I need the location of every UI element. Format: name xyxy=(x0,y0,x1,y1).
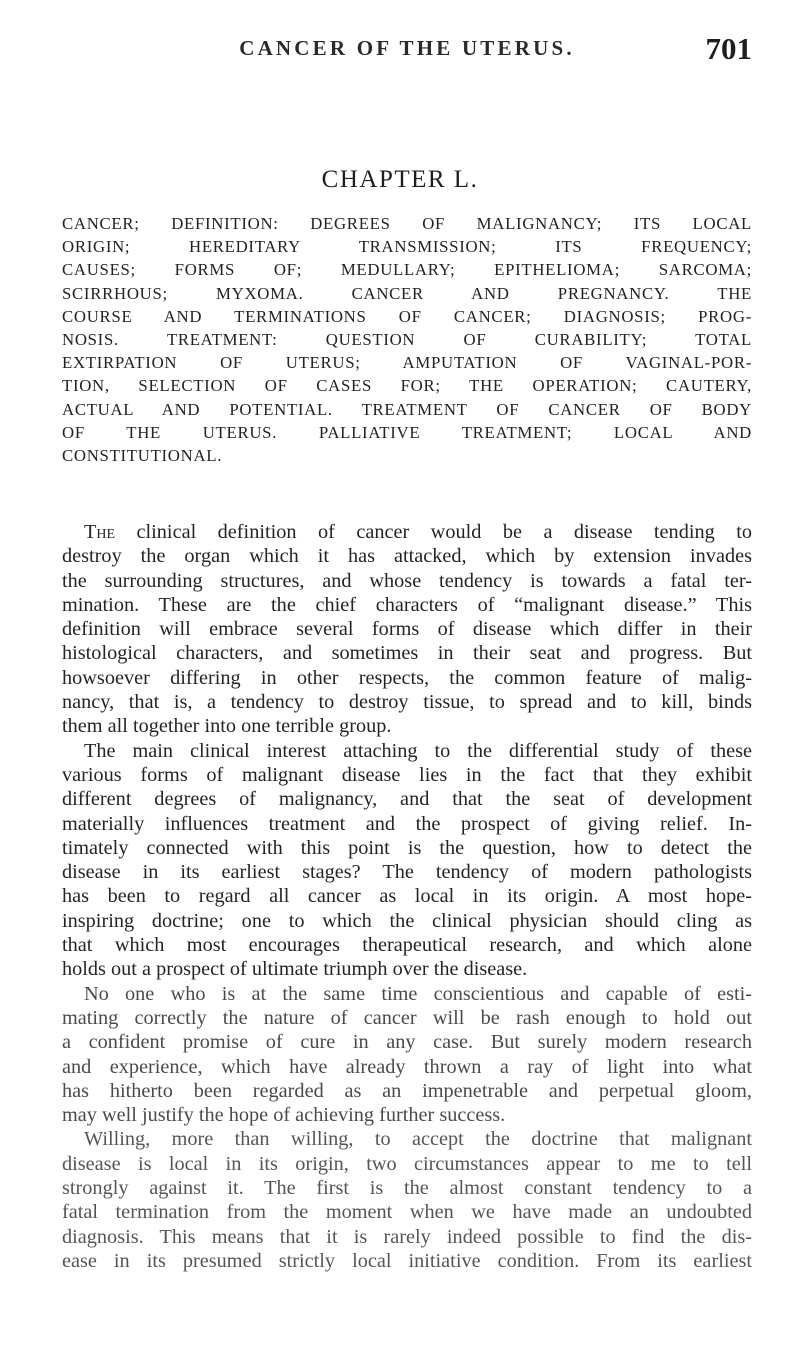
body-line: a confident promise of cure in any case. But surely modern research xyxy=(62,1031,752,1054)
synopsis-line: ORIGIN; HEREDITARY TRANSMISSION; ITS FREQUENCY; xyxy=(62,237,752,257)
body-line: the surrounding structures, and whose tendency is towards a fatal ter- xyxy=(62,569,752,592)
body-line: fatal termination from the moment when we have made an undoubted xyxy=(62,1201,752,1224)
page-number: 701 xyxy=(705,31,752,66)
body-line: nancy, that is, a tendency to destroy tissue, to spread and to kill, binds xyxy=(62,691,752,714)
body-line: materially influences treatment and the prospect of giving relief. In- xyxy=(62,812,752,835)
body-line: timately connected with this point is the question, how to detect the xyxy=(62,836,752,859)
synopsis-line: CANCER; DEFINITION: DEGREES OF MALIGNANCY; ITS LOCAL xyxy=(62,214,752,233)
body-line: No one who is at the same time conscientious and capable of esti- xyxy=(84,982,752,1005)
running-title: CANCER OF THE UTERUS. xyxy=(239,36,575,60)
body-line: and experience, which have already thrown a ray of light into what xyxy=(62,1055,752,1078)
running-head xyxy=(62,31,752,74)
chapter-heading: CHAPTER L. xyxy=(321,166,479,193)
synopsis-line: OF THE UTERUS. PALLIATIVE TREATMENT; LOCAL AND xyxy=(62,422,752,442)
body-line: ease in its presumed strictly local initiative condition. From its earliest xyxy=(62,1249,752,1272)
opening-word: The xyxy=(84,521,116,543)
synopsis-line: TION, SELECTION OF CASES FOR; THE OPERATION; CAUTERY, xyxy=(62,376,752,396)
body-line: Willing, more than willing, to accept the doctrine that malignant xyxy=(84,1128,752,1151)
synopsis-line: COURSE AND TERMINATIONS OF CANCER; DIAGNOSIS; PROG- xyxy=(62,306,752,326)
body-line: them all together into one terrible group. xyxy=(62,715,392,738)
body-line: strongly against it. The first is the almost constant tendency to a xyxy=(62,1177,752,1200)
body-line: inspiring doctrine; one to which the clinical physician should cling as xyxy=(62,909,752,932)
body-line: different degrees of malignancy, and that the seat of development xyxy=(62,788,752,811)
synopsis-line: CONSTITUTIONAL. xyxy=(62,446,223,466)
body-line: holds out a prospect of ultimate triumph over the disease. xyxy=(62,958,528,981)
body-line: histological characters, and sometimes in their seat and progress. But xyxy=(62,642,752,665)
body-line: diagnosis. This means that it is rarely indeed possible to find the dis- xyxy=(62,1225,752,1248)
synopsis-line: SCIRRHOUS; MYXOMA. CANCER AND PREGNANCY. THE xyxy=(62,283,752,303)
body-line: The clinical definition of cancer would be a disease tending to xyxy=(84,521,752,543)
body-line: definition will embrace several forms of disease which differ in their xyxy=(62,618,752,641)
body-line: may well justify the hope of achieving further success. xyxy=(62,1104,506,1127)
body-line: various forms of malignant disease lies in the fact that they exhibit xyxy=(62,763,752,786)
body-line: has been to regard all cancer as local in its origin. A most hope- xyxy=(62,885,752,908)
body-line: mating correctly the nature of cancer will be rash enough to hold out xyxy=(62,1006,752,1029)
body-line: destroy the organ which it has attacked, which by extension invades xyxy=(62,545,752,568)
synopsis-line: NOSIS. TREATMENT: QUESTION OF CURABILITY; TOTAL xyxy=(62,330,752,350)
body-line: howsoever differing in other respects, the common feature of malig- xyxy=(62,666,752,689)
body-line: has hitherto been regarded as an impenetrable and perpetual gloom, xyxy=(62,1079,752,1102)
chapter-synopsis xyxy=(62,212,752,467)
body-text xyxy=(62,520,752,1273)
body-line: The main clinical interest attaching to the differential study of these xyxy=(84,739,752,762)
body-line: disease is local in its origin, two circumstances appear to me to tell xyxy=(62,1152,752,1175)
synopsis-line: ACTUAL AND POTENTIAL. TREATMENT OF CANCER OF BODY xyxy=(62,399,752,419)
body-line: disease in its earliest stages? The tendency of modern pathologists xyxy=(62,861,752,884)
body-line: that which most encourages therapeutical research, and which alone xyxy=(62,934,752,957)
synopsis-line: CAUSES; FORMS OF; MEDULLARY; EPITHELIOMA; SARCOMA; xyxy=(62,260,752,280)
synopsis-line: EXTIRPATION OF UTERUS; AMPUTATION OF VAGINAL-POR- xyxy=(62,353,752,373)
body-line: mination. These are the chief characters of “malignant disease.” This xyxy=(62,593,752,616)
